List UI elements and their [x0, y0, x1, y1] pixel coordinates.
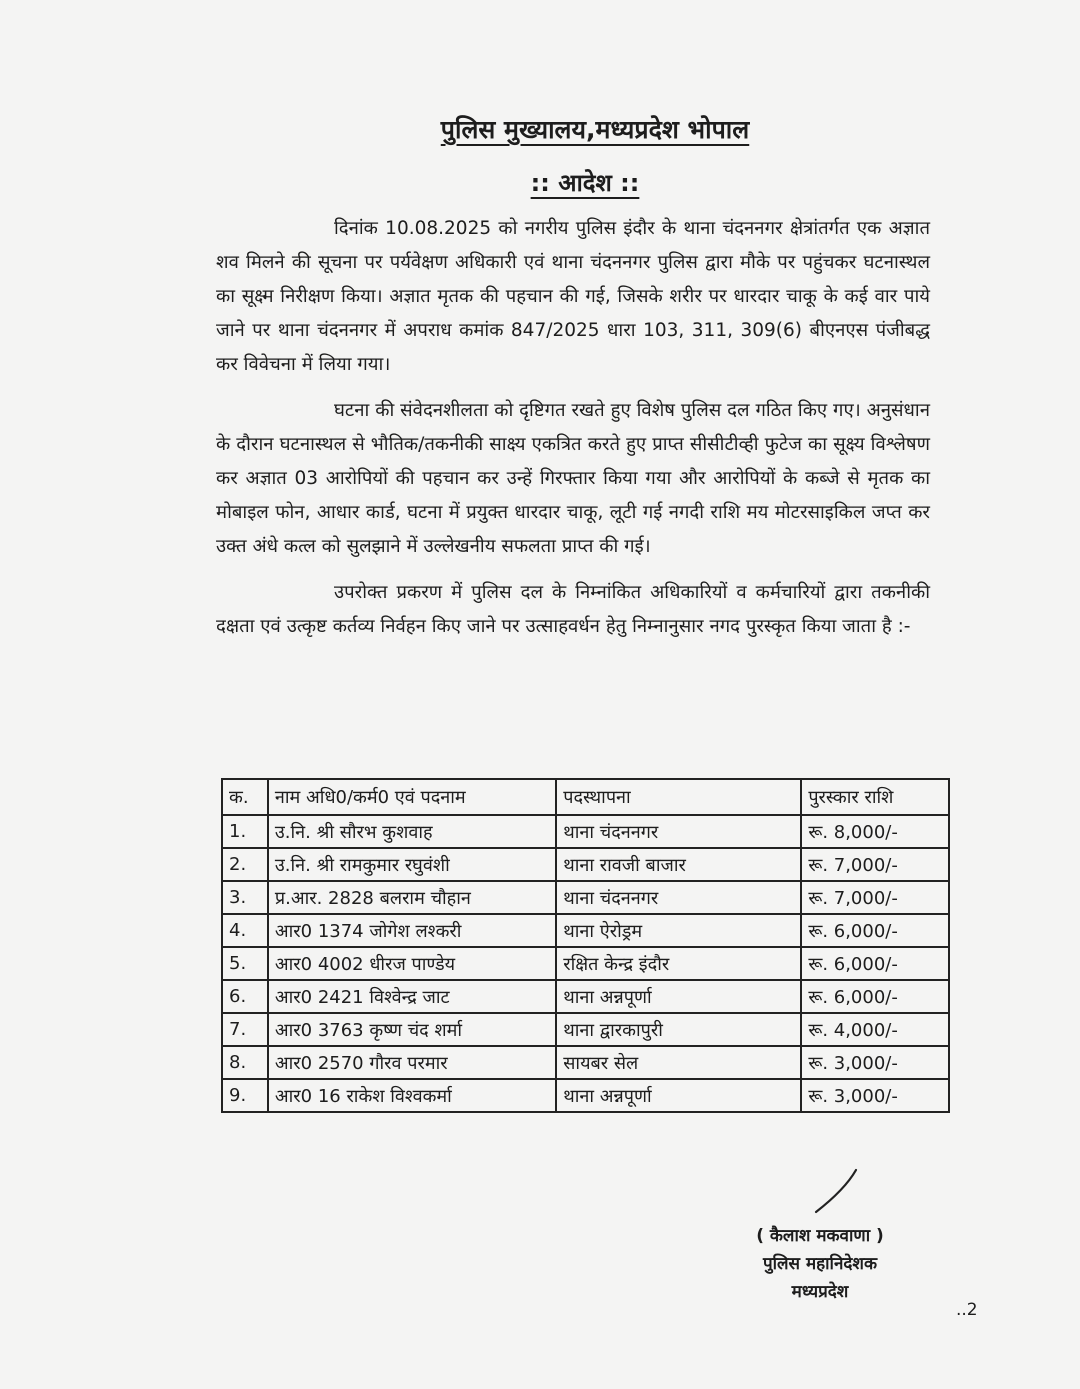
- signature-block: [740, 1222, 900, 1306]
- paragraph-incident: दिनांक 10.08.2025 को नगरीय पुलिस इंदौर के थाना चंदननगर क्षेत्रांतर्गत एक अज्ञात शव मिलने की सूचना पर पर्यवेक्षण अधिकारी एवं थाना चंदननगर पुलिस द्वारा मौके पर पहुंचकर घटनास्थल का सूक्ष्म निरीक्षण किया। अज्ञात मृतक की पहचान की गई, जिसके शरीर पर धारदार चाकू के कई वार पाये जाने पर थाना चंदननगर में अपराध कमांक 847/2025 धारा 103, 311, 309(6) बीएनएस पंजीबद्ध कर विवेचना में लिया गया।: [216, 218, 930, 375]
- cell-serial: 2.: [222, 848, 268, 881]
- header-amount: पुरस्कार राशि: [801, 779, 949, 815]
- cell-name: आर0 4002 धीरज पाण्डेय: [268, 947, 556, 980]
- cell-serial: 9.: [222, 1079, 268, 1112]
- reward-table: [221, 778, 950, 1113]
- signatory-name: ( कैलाश मकवाणा ): [756, 1226, 884, 1246]
- cell-name: आर0 3763 कृष्ण चंद शर्मा: [268, 1013, 556, 1046]
- cell-amount: रू. 3,000/-: [801, 1046, 949, 1079]
- table-row: [222, 947, 949, 980]
- signatory-designation: पुलिस महानिदेशक: [762, 1254, 878, 1274]
- cell-serial: 6.: [222, 980, 268, 1013]
- cell-name: आर0 2421 विश्वेन्द्र जाट: [268, 980, 556, 1013]
- cell-serial: 3.: [222, 881, 268, 914]
- cell-serial: 4.: [222, 914, 268, 947]
- cell-amount: रू. 7,000/-: [801, 881, 949, 914]
- cell-serial: 7.: [222, 1013, 268, 1046]
- order-body: [216, 212, 930, 656]
- cell-posting: सायबर सेल: [556, 1046, 801, 1079]
- cell-amount: रू. 4,000/-: [801, 1013, 949, 1046]
- paragraph-reward: उपरोक्त प्रकरण में पुलिस दल के निम्नांकित अधिकारियों व कर्मचारियों द्वारा तकनीकी दक्षता एवं उत्कृष्ट कर्तव्य निर्वहन किए जाने पर उत्साहवर्धन हेतु निम्नानुसार नगद पुरस्कृत किया जाता है :-: [216, 582, 930, 637]
- table-row: [222, 914, 949, 947]
- signatory-state: मध्यप्रदेश: [791, 1282, 849, 1302]
- table-row: [222, 1079, 949, 1112]
- table-row: [222, 848, 949, 881]
- cell-name: प्र.आर. 2828 बलराम चौहान: [268, 881, 556, 914]
- cell-posting: थाना रावजी बाजार: [556, 848, 801, 881]
- cell-serial: 5.: [222, 947, 268, 980]
- cell-serial: 8.: [222, 1046, 268, 1079]
- page-title: पुलिस मुख्यालय,मध्यप्रदेश भोपाल: [440, 115, 750, 144]
- header-serial: क.: [222, 779, 268, 815]
- cell-posting: थाना ऐरोड्रम: [556, 914, 801, 947]
- cell-amount: रू. 7,000/-: [801, 848, 949, 881]
- cell-serial: 1.: [222, 815, 268, 848]
- table-row: [222, 1013, 949, 1046]
- cell-posting: थाना चंदननगर: [556, 815, 801, 848]
- order-heading-text: :: आदेश ::: [530, 169, 640, 197]
- page-number: ..2: [956, 1300, 978, 1320]
- cell-name: आर0 1374 जोगेश लश्करी: [268, 914, 556, 947]
- header-name: नाम अधि0/कर्म0 एवं पदनाम: [268, 779, 556, 815]
- cell-posting: रक्षित केन्द्र इंदौर: [556, 947, 801, 980]
- table-row: [222, 815, 949, 848]
- paragraph-investigation: घटना की संवेदनशीलता को दृष्टिगत रखते हुए विशेष पुलिस दल गठित किए गए। अनुसंधान के दौरान घटनास्थल से भौतिक/तकनीकी साक्ष्य एकत्रित करते हुए प्राप्त सीसीटीव्ही फुटेज का सूक्ष्य विश्लेषण कर अज्ञात 03 आरोपियों की पहचान कर उन्हें गिरफ्तार किया गया और आरोपियों के कब्जे से मृतक का मोबाइल फोन, आधार कार्ड, घटना में प्रयुक्त धारदार चाकू, लूटी गई नगदी राशि मय मोटरसाइकिल जप्त कर उक्त अंधे कत्ल को सुलझाने में उल्लेखनीय सफलता प्राप्त की गई।: [216, 400, 930, 557]
- cell-amount: रू. 6,000/-: [801, 914, 949, 947]
- header: [0, 112, 1080, 146]
- signature-stroke-icon: [810, 1168, 860, 1216]
- order-heading: [0, 166, 1080, 199]
- table-header-row: [222, 779, 949, 815]
- cell-name: उ.नि. श्री सौरभ कुशवाह: [268, 815, 556, 848]
- cell-amount: रू. 8,000/-: [801, 815, 949, 848]
- cell-amount: रू. 6,000/-: [801, 947, 949, 980]
- cell-amount: रू. 3,000/-: [801, 1079, 949, 1112]
- cell-name: आर0 2570 गौरव परमार: [268, 1046, 556, 1079]
- cell-amount: रू. 6,000/-: [801, 980, 949, 1013]
- cell-posting: थाना चंदननगर: [556, 881, 801, 914]
- table-row: [222, 1046, 949, 1079]
- cell-posting: थाना अन्नपूर्णा: [556, 980, 801, 1013]
- cell-posting: थाना द्वारकापुरी: [556, 1013, 801, 1046]
- cell-posting: थाना अन्नपूर्णा: [556, 1079, 801, 1112]
- cell-name: उ.नि. श्री रामकुमार रघुवंशी: [268, 848, 556, 881]
- header-posting: पदस्थापना: [556, 779, 801, 815]
- table-row: [222, 881, 949, 914]
- cell-name: आर0 16 राकेश विश्वकर्मा: [268, 1079, 556, 1112]
- table-row: [222, 980, 949, 1013]
